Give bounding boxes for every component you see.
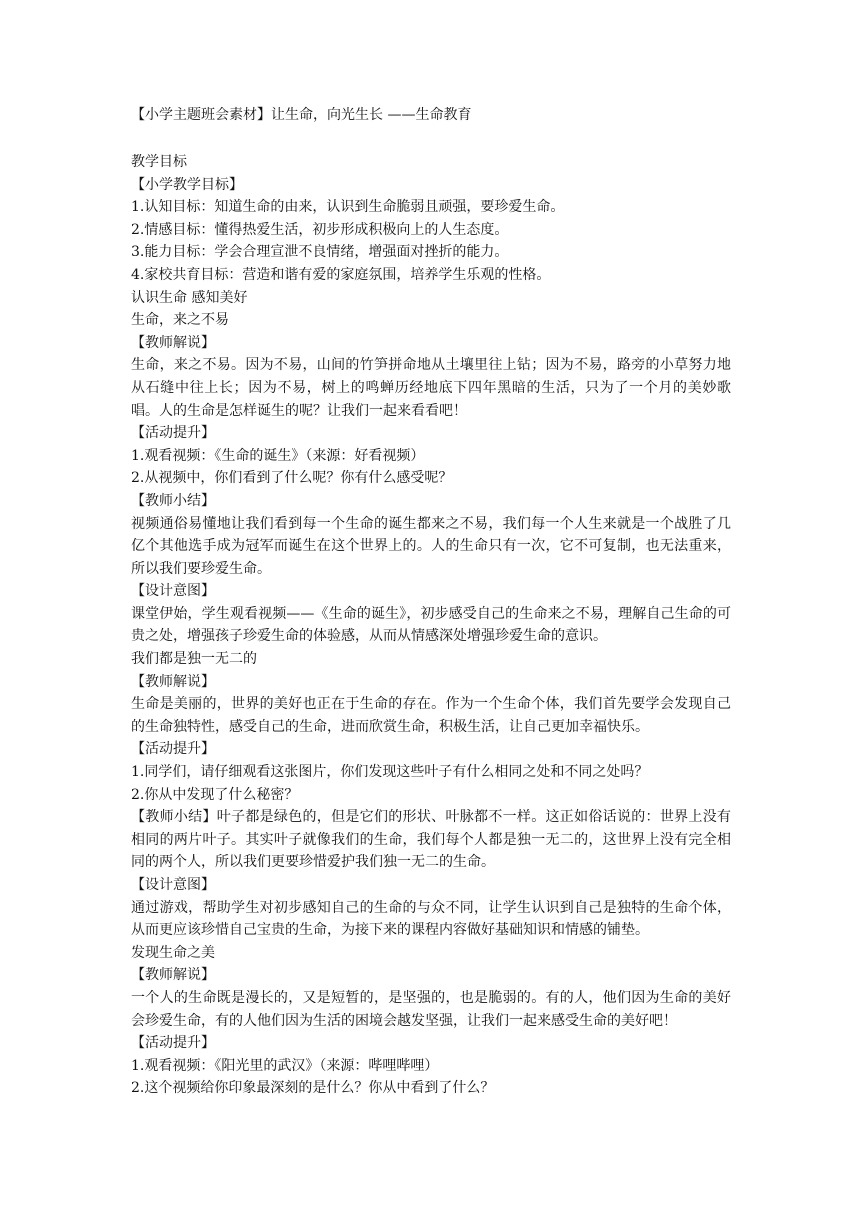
- paragraph: 课堂伊始，学生观看视频——《生命的诞生》，初步感受自己的生命来之不易，理解自己生命的可贵之处，增强孩子珍爱生命的体验感，从而从情感深处增强珍爱生命的意识。: [131, 605, 731, 645]
- document-body: [131, 103, 731, 1100]
- text-line: 【教师解说】: [131, 334, 215, 351]
- text-line: 3.能力目标：学会合理宣泄不良情绪，增强面对挫折的能力。: [131, 244, 509, 261]
- text-line: 1.观看视频：《生命的诞生》（来源：好看视频）: [131, 447, 425, 464]
- text-line: 发现生命之美: [131, 944, 215, 961]
- document-blocks: [131, 151, 731, 1100]
- text-line: 【设计意图】: [131, 877, 215, 893]
- paragraph: 生命是美丽的，世界的美好也正在于生命的存在。作为一个生命个体，我们首先要学会发现自己的生命独特性，感受自己的生命，进而欣赏生命，积极生活，让自己更加幸福快乐。: [131, 696, 731, 735]
- text-line: 我们都是独一无二的: [131, 651, 257, 668]
- text-line: 【活动提升】: [131, 741, 215, 758]
- paragraph: 通过游戏，帮助学生对初步感知自己的生命的与众不同，让学生认识到自己是独特的生命个体，从而更应该珍惜自己宝贵的生命，为接下来的课程内容做好基础知识和情感的铺垫。: [131, 899, 731, 939]
- text-line: 2.你从中发现了什么秘密？: [131, 786, 299, 803]
- text-line: 【教师解说】: [131, 967, 215, 984]
- text-line: 2.这个视频给你印象最深刻的是什么？你从中看到了什么？: [131, 1080, 495, 1097]
- title-spacer: [131, 127, 731, 151]
- text-line: 【小学教学目标】: [131, 176, 243, 193]
- text-line: 2.从视频中，你们看到了什么呢？你有什么感受呢？: [131, 470, 453, 487]
- text-line: 2.情感目标：懂得热爱生活，初步形成积极向上的人生态度。: [131, 221, 509, 238]
- text-line: 教学目标: [131, 154, 187, 170]
- paragraph: 一个人的生命既是漫长的，又是短暂的，是坚强的，也是脆弱的。有的人，他们因为生命的美好会珍爱生命，有的人他们因为生活的困境会越发坚强，让我们一起来感受生命的美好吧！: [131, 989, 731, 1029]
- text-line: 认识生命 感知美好: [131, 289, 248, 306]
- paragraph: 生命，来之不易。因为不易，山间的竹笋拼命地从土壤里往上钻；因为不易，路旁的小草努力地从石缝中往上长；因为不易，树上的鸣蝉历经地底下四年黑暗的生活，只为了一个月的美妙歌唱。人的生命是怎样诞生的呢？让我们一起来看看吧！: [131, 357, 731, 419]
- text-line: 1.观看视频：《阳光里的武汉》（来源：哔哩哔哩）: [131, 1057, 439, 1074]
- paragraph: 【教师小结】叶子都是绿色的，但是它们的形状、叶脉都不一样。这正如俗话说的：世界上没有相同的两片叶子。其实叶子就像我们的生命，我们每个人都是独一无二的，这世界上没有完全相同的两个人，所以我们更要珍惜爱护我们独一无二的生命。: [131, 809, 731, 871]
- text-line: 【教师解说】: [131, 673, 215, 690]
- text-line: 生命，来之不易: [131, 312, 229, 329]
- document-title: 【小学主题班会素材】让生命，向光生长 ——生命教育: [131, 107, 472, 123]
- text-line: 4.家校共育目标：营造和谐有爱的家庭氛围，培养学生乐观的性格。: [131, 266, 551, 283]
- text-line: 【教师小结】: [131, 492, 215, 509]
- text-line: 【设计意图】: [131, 583, 215, 600]
- text-line: 1.同学们，请仔细观看这张图片，你们发现这些叶子有什么相同之处和不同之处吗？: [131, 764, 649, 781]
- paragraph: 视频通俗易懂地让我们看到每一个生命的诞生都来之不易，我们每一个人生来就是一个战胜了几亿个其他选手成为冠军而诞生在这个世界上的。人的生命只有一次，它不可复制，也无法重来，所以我们要珍爱生命。: [131, 515, 731, 577]
- text-line: 1.认知目标：知道生命的由来，认识到生命脆弱且顽强，要珍爱生命。: [131, 199, 565, 216]
- text-line: 【活动提升】: [131, 425, 215, 442]
- text-line: 【活动提升】: [131, 1035, 215, 1052]
